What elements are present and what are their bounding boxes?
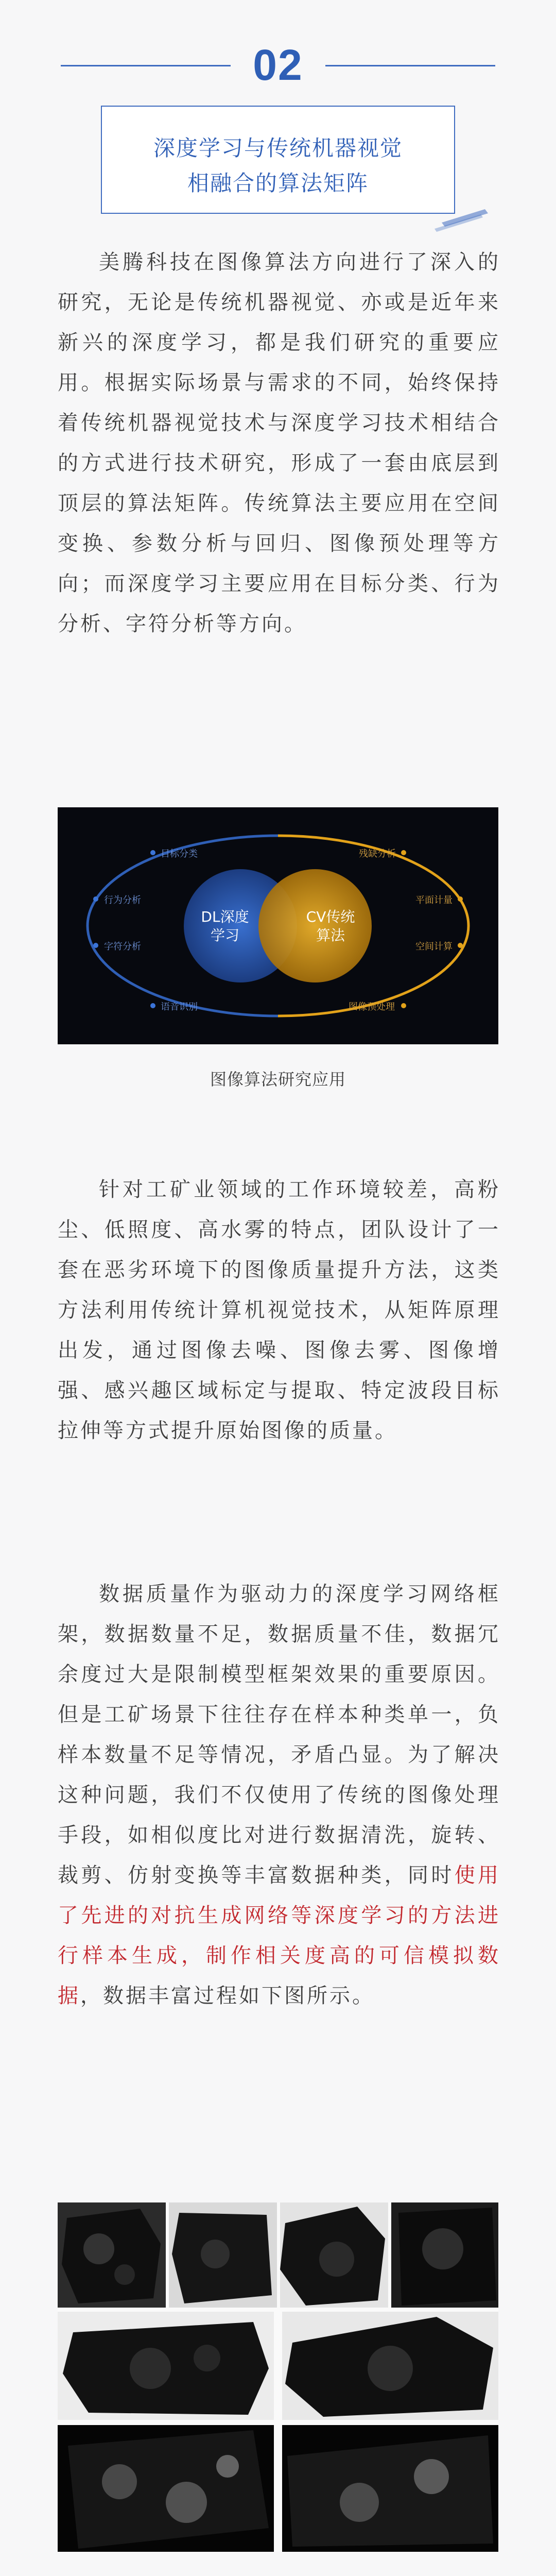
sample-image-4 (391, 2202, 498, 2308)
samples-caption (0, 2572, 556, 2576)
section-number: 02 (253, 41, 303, 89)
negative-sample-image-grid (58, 2202, 498, 2552)
left-label-1: 目标分类 (161, 849, 198, 859)
dl-label-2: 学习 (210, 927, 240, 944)
sample-image-6 (282, 2312, 498, 2420)
section-title-line2: 相融合的算法矩阵 (187, 171, 369, 196)
paragraph-3 (58, 1574, 500, 2016)
sample-image-2 (169, 2202, 277, 2308)
paragraph-3-text: 数据质量作为驱动力的深度学习网络框架，数据数量不足，数据质量不佳，数据冗余度过大是限制模型框架效果的重要原因。但是工矿场景下往往存在样本种类单一，负样本数量不足等情况，矛盾凸显。为了解决这种问题，我们不仅使用了传统的图像处理手段，如相似度比对进行数据清洗，旋转、裁剪、仿射变换等丰富数据种类，同时 (58, 1582, 500, 1887)
section-title-box (101, 106, 455, 214)
dl-label-1: DL深度 (201, 908, 249, 925)
right-label-1: 残缺分析 (359, 849, 396, 859)
cv-circle (258, 869, 372, 982)
left-label-3: 字符分析 (104, 941, 141, 952)
diagram-caption: 图像算法研究应用 (210, 1070, 346, 1089)
sample-image-1 (58, 2202, 166, 2308)
section-header (61, 40, 495, 87)
cv-label-1: CV传统 (306, 908, 355, 925)
right-label-2: 平面计量 (415, 895, 453, 906)
left-label-4: 语音识别 (161, 1002, 198, 1012)
sample-image-8 (282, 2425, 498, 2552)
paragraph-3-highlight: 使用了先进的对抗生成网络等深度学习的方法进行样本生成，制作相关度高的可信模拟数据 (58, 1863, 501, 2008)
header-rule-left (61, 65, 231, 66)
paragraph-1: 美腾科技在图像算法方向进行了深入的研究，无论是传统机器视觉、亦或是近年来新兴的深度学习，都是我们研究的重要应用。根据实际场景与需求的不同，始终保持着传统机器视觉技术与深度学习技术相结合的方式进行技术研究，形成了一套由底层到顶层的算法矩阵。传统算法主要应用在空间变换、参数分析与回归、图像预处理等方向；而深度学习主要应用在目标分类、行为分析、字符分析等方向。 (58, 250, 500, 636)
section-title-line1: 深度学习与传统机器视觉 (153, 135, 403, 161)
paragraph-3-tail: ，数据丰富过程如下图所示。 (80, 1984, 375, 2008)
right-label-3: 空间计算 (415, 941, 453, 952)
sample-image-5 (58, 2312, 274, 2420)
header-rule-right (325, 65, 495, 66)
right-label-4: 图像预处理 (349, 1002, 395, 1012)
decorative-slash-icon (431, 196, 493, 232)
algorithm-matrix-diagram (58, 807, 498, 1044)
sample-image-3 (280, 2202, 388, 2308)
paragraph-2: 针对工矿业领域的工作环境较差，高粉尘、低照度、高水雾的特点，团队设计了一套在恶劣环境下的图像质量提升方法，这类方法利用传统计算机视觉技术，从矩阵原理出发，通过图像去噪、图像去雾、图像增强、感兴趣区域标定与提取、特定波段目标拉伸等方式提升原始图像的质量。 (58, 1178, 500, 1443)
left-label-2: 行为分析 (104, 895, 141, 906)
cv-label-2: 算法 (316, 927, 345, 944)
sample-image-7 (58, 2425, 274, 2552)
